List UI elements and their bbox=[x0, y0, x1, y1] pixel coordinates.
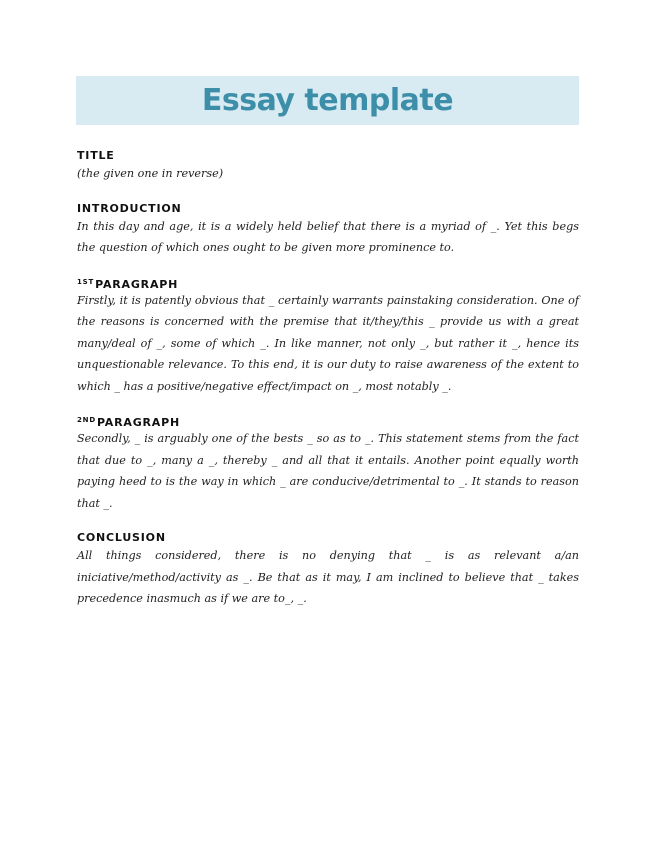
section-second-paragraph bbox=[77, 413, 579, 514]
section-heading-second-paragraph bbox=[77, 413, 579, 428]
section-heading-first-paragraph bbox=[77, 275, 579, 290]
section-heading-conclusion: CONCLUSION bbox=[77, 531, 166, 544]
heading-label: PARAGRAPH bbox=[96, 416, 180, 429]
section-conclusion bbox=[77, 530, 579, 610]
essay-content bbox=[77, 148, 579, 626]
section-heading-introduction: INTRODUCTION bbox=[77, 201, 182, 215]
section-heading-title: TITLE bbox=[77, 149, 115, 162]
section-text-second-paragraph: Secondly, _ is arguably one of the bests _ so as to _. This statement stems from the fact that due to _, many a _, thereby _ and all that it entails. Another point equally worth paying heed to is the way in which _ are conducive/detrimental to _. It stands to reason that _. bbox=[77, 432, 579, 510]
heading-label: PARAGRAPH bbox=[95, 277, 179, 291]
section-text-first-paragraph: Firstly, it is patently obvious that _ certainly warrants painstaking consideration. One of the reasons is concerned with the premise that it/they/this _ provide us with a great many/deal of _, some of which _. In like manner, not only _, but rather it _, hence its unquestionable relevance. To this end, it is our duty to raise awareness of the extent to which _ has a positive/negative effect/impact on _, most notably _. bbox=[77, 293, 579, 393]
section-text-title: (the given one in reverse) bbox=[77, 167, 224, 180]
section-first-paragraph bbox=[77, 275, 579, 398]
section-text-conclusion: All things considered, there is no denying that _ is as relevant a/an iniciative/method/activity as _. Be that as it may, I am inclined to believe that _ takes precedence inasmuch as if we are to_, _. bbox=[77, 549, 579, 605]
section-text-introduction: In this day and age, it is a widely held belief that there is a myriad of _. Yet this begs the question of which ones ought to be given more prominence to. bbox=[77, 219, 579, 254]
section-title bbox=[77, 148, 579, 185]
heading-ordinal: 2ND bbox=[77, 416, 96, 424]
page-title: Essay template bbox=[201, 83, 454, 118]
heading-ordinal: 1ST bbox=[77, 277, 95, 286]
section-introduction bbox=[77, 201, 579, 259]
title-banner bbox=[76, 76, 579, 125]
